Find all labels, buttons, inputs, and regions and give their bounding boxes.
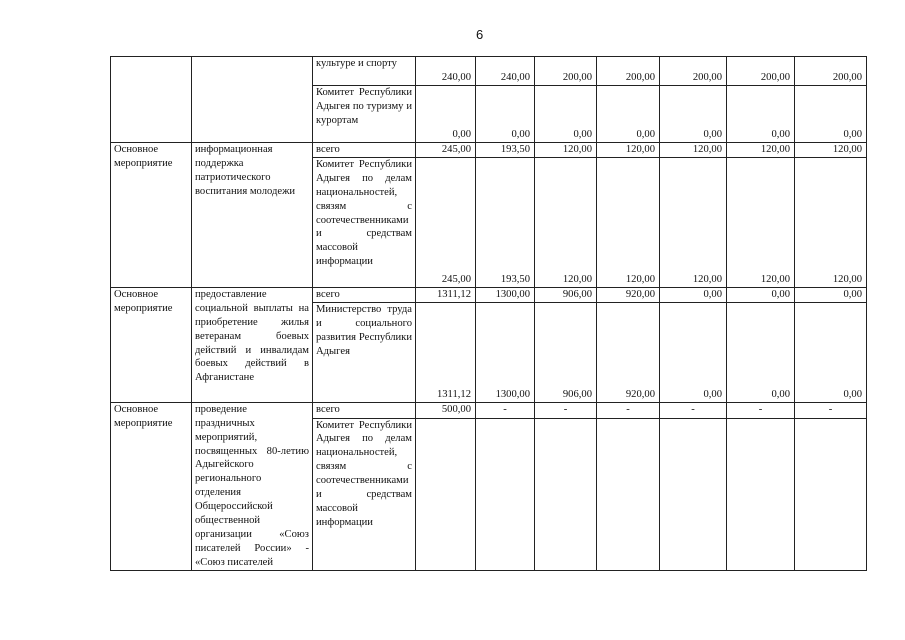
value-cell: 200,00: [795, 57, 867, 86]
total-value: 1311,12: [416, 287, 476, 302]
value-cell: 1300,00: [476, 302, 535, 402]
name-cell: [192, 57, 313, 86]
value-cell: 920,00: [597, 302, 660, 402]
executor-cell: Комитет Республики Адыгея по делам национальностей, связям с соотечественниками и средствам массовой информации: [313, 157, 416, 287]
total-value: 0,00: [795, 287, 867, 302]
value-cell: 0,00: [416, 86, 476, 143]
table-row: [111, 402, 867, 418]
total-value: 120,00: [535, 143, 597, 158]
value-cell: 1311,12: [416, 302, 476, 402]
value-cell: 0,00: [476, 86, 535, 143]
total-label: всего: [313, 143, 416, 158]
total-value: 120,00: [597, 143, 660, 158]
total-value: -: [727, 402, 795, 418]
table-row: [111, 143, 867, 158]
value-cell: 120,00: [535, 157, 597, 287]
value-cell: 120,00: [795, 157, 867, 287]
type-cell: Основное мероприятие: [111, 402, 192, 570]
table-row: [111, 57, 867, 86]
value-cell: [660, 418, 727, 570]
value-cell: 0,00: [535, 86, 597, 143]
page-number: 6: [476, 27, 484, 42]
type-cell: Основное мероприятие: [111, 143, 192, 288]
value-cell: 0,00: [727, 86, 795, 143]
table-row: [111, 287, 867, 302]
value-cell: 200,00: [597, 57, 660, 86]
value-cell: 240,00: [476, 57, 535, 86]
total-value: -: [476, 402, 535, 418]
total-value: 500,00: [416, 402, 476, 418]
executor-cell: Министерство труда и социального развития Республики Адыгея: [313, 302, 416, 402]
total-value: 1300,00: [476, 287, 535, 302]
value-cell: 0,00: [660, 302, 727, 402]
value-cell: [597, 418, 660, 570]
value-cell: 0,00: [597, 86, 660, 143]
total-value: -: [535, 402, 597, 418]
total-value: 0,00: [660, 287, 727, 302]
value-cell: 0,00: [727, 302, 795, 402]
total-value: 245,00: [416, 143, 476, 158]
value-cell: 0,00: [660, 86, 727, 143]
value-cell: [416, 418, 476, 570]
type-cell: [111, 86, 192, 143]
budget-table: [110, 56, 867, 571]
value-cell: 120,00: [597, 157, 660, 287]
total-value: -: [597, 402, 660, 418]
value-cell: [535, 418, 597, 570]
executor-cell: культуре и спорту: [313, 57, 416, 86]
value-cell: 120,00: [660, 157, 727, 287]
type-cell: [111, 57, 192, 86]
value-cell: 0,00: [795, 302, 867, 402]
value-cell: 245,00: [416, 157, 476, 287]
total-value: 120,00: [795, 143, 867, 158]
total-value: -: [795, 402, 867, 418]
value-cell: 200,00: [727, 57, 795, 86]
name-cell: предоставление социальной выплаты на приобретение жилья ветеранам боевых действий и инвалидам боевых действий в Афганистане: [192, 287, 313, 402]
executor-cell: Комитет Республики Адыгея по делам национальностей, связям с соотечественниками и средствам массовой информации: [313, 418, 416, 570]
value-cell: 200,00: [660, 57, 727, 86]
value-cell: 240,00: [416, 57, 476, 86]
total-value: 906,00: [535, 287, 597, 302]
value-cell: 906,00: [535, 302, 597, 402]
value-cell: [727, 418, 795, 570]
total-value: 0,00: [727, 287, 795, 302]
name-cell: [192, 86, 313, 143]
value-cell: 200,00: [535, 57, 597, 86]
name-cell: проведение праздничных мероприятий, посвященных 80-летию Адыгейского регионального отделения Общероссийской общественной организации «Союз писателей России» - «Союз писателей: [192, 402, 313, 570]
value-cell: 0,00: [795, 86, 867, 143]
total-value: 120,00: [727, 143, 795, 158]
value-cell: 120,00: [727, 157, 795, 287]
table-row: [111, 86, 867, 143]
executor-cell: Комитет Республики Адыгея по туризму и курортам: [313, 86, 416, 143]
value-cell: [795, 418, 867, 570]
total-label: всего: [313, 402, 416, 418]
name-cell: информационная поддержка патриотического воспитания молодежи: [192, 143, 313, 288]
total-value: -: [660, 402, 727, 418]
total-label: всего: [313, 287, 416, 302]
value-cell: 193,50: [476, 157, 535, 287]
total-value: 920,00: [597, 287, 660, 302]
total-value: 193,50: [476, 143, 535, 158]
value-cell: [476, 418, 535, 570]
total-value: 120,00: [660, 143, 727, 158]
type-cell: Основное мероприятие: [111, 287, 192, 402]
